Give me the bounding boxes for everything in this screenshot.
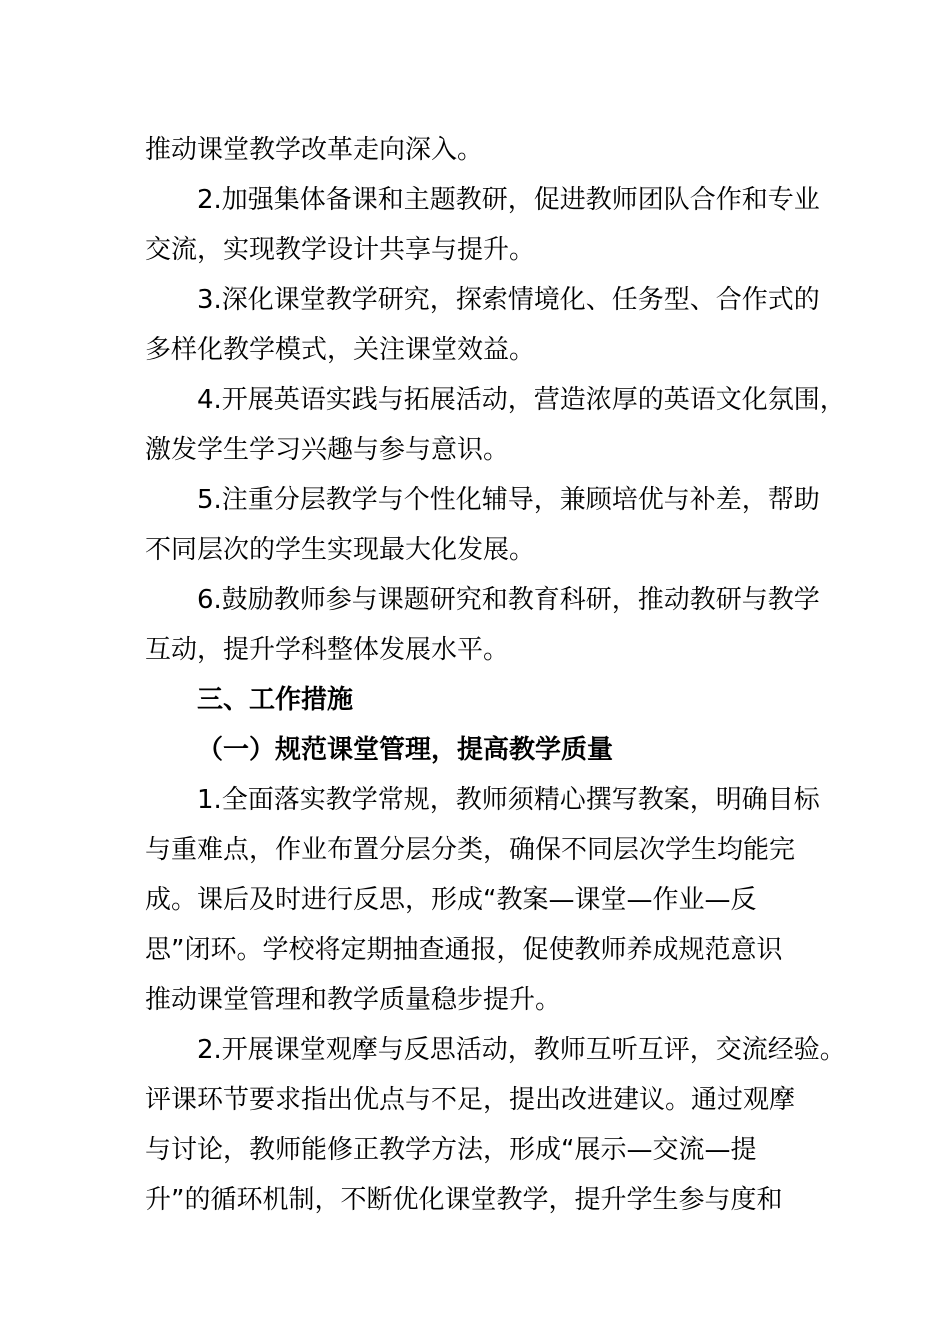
body-line: 成。课后及时进行反思，形成“教案—课堂—作业—反 bbox=[145, 885, 757, 915]
body-line: 推动课堂管理和教学质量稳步提升。 bbox=[145, 985, 562, 1015]
body-line: 推动课堂教学改革走向深入。 bbox=[145, 135, 484, 165]
body-line: 4.开展英语实践与拓展活动，营造浓厚的英语文化氛围， bbox=[197, 385, 846, 415]
body-line: 3.深化课堂教学研究，探索情境化、任务型、合作式的 bbox=[197, 285, 820, 315]
body-line: 思”闭环。学校将定期抽查通报，促使教师养成规范意识 bbox=[145, 935, 783, 965]
body-line: 2.加强集体备课和主题教研，促进教师团队合作和专业 bbox=[197, 185, 820, 215]
body-line: 与重难点，作业布置分层分类，确保不同层次学生均能完 bbox=[145, 835, 796, 865]
body-line: 交流，实现教学设计共享与提升。 bbox=[145, 235, 536, 265]
body-line: 评课环节要求指出优点与不足，提出改进建议。通过观摩 bbox=[145, 1085, 796, 1115]
body-line: 互动，提升学科整体发展水平。 bbox=[145, 635, 510, 665]
body-line: 升”的循环机制，不断优化课堂教学，提升学生参与度和 bbox=[145, 1185, 783, 1215]
body-line: 不同层次的学生实现最大化发展。 bbox=[145, 535, 536, 565]
body-line: 激发学生学习兴趣与参与意识。 bbox=[145, 435, 510, 465]
body-line: 与讨论，教师能修正教学方法，形成“展示—交流—提 bbox=[145, 1135, 757, 1165]
body-line: 6.鼓励教师参与课题研究和教育科研，推动教研与教学 bbox=[197, 585, 820, 615]
subsection-heading: （一）规范课堂管理，提高教学质量 bbox=[197, 735, 614, 765]
body-line: 2.开展课堂观摩与反思活动，教师互听互评，交流经验。 bbox=[197, 1035, 846, 1065]
body-line: 1.全面落实教学常规，教师须精心撰写教案，明确目标 bbox=[197, 785, 820, 815]
section-heading: 三、工作措施 bbox=[197, 685, 354, 715]
body-line: 多样化教学模式，关注课堂效益。 bbox=[145, 335, 536, 365]
body-line: 5.注重分层教学与个性化辅导，兼顾培优与补差，帮助 bbox=[197, 485, 820, 515]
